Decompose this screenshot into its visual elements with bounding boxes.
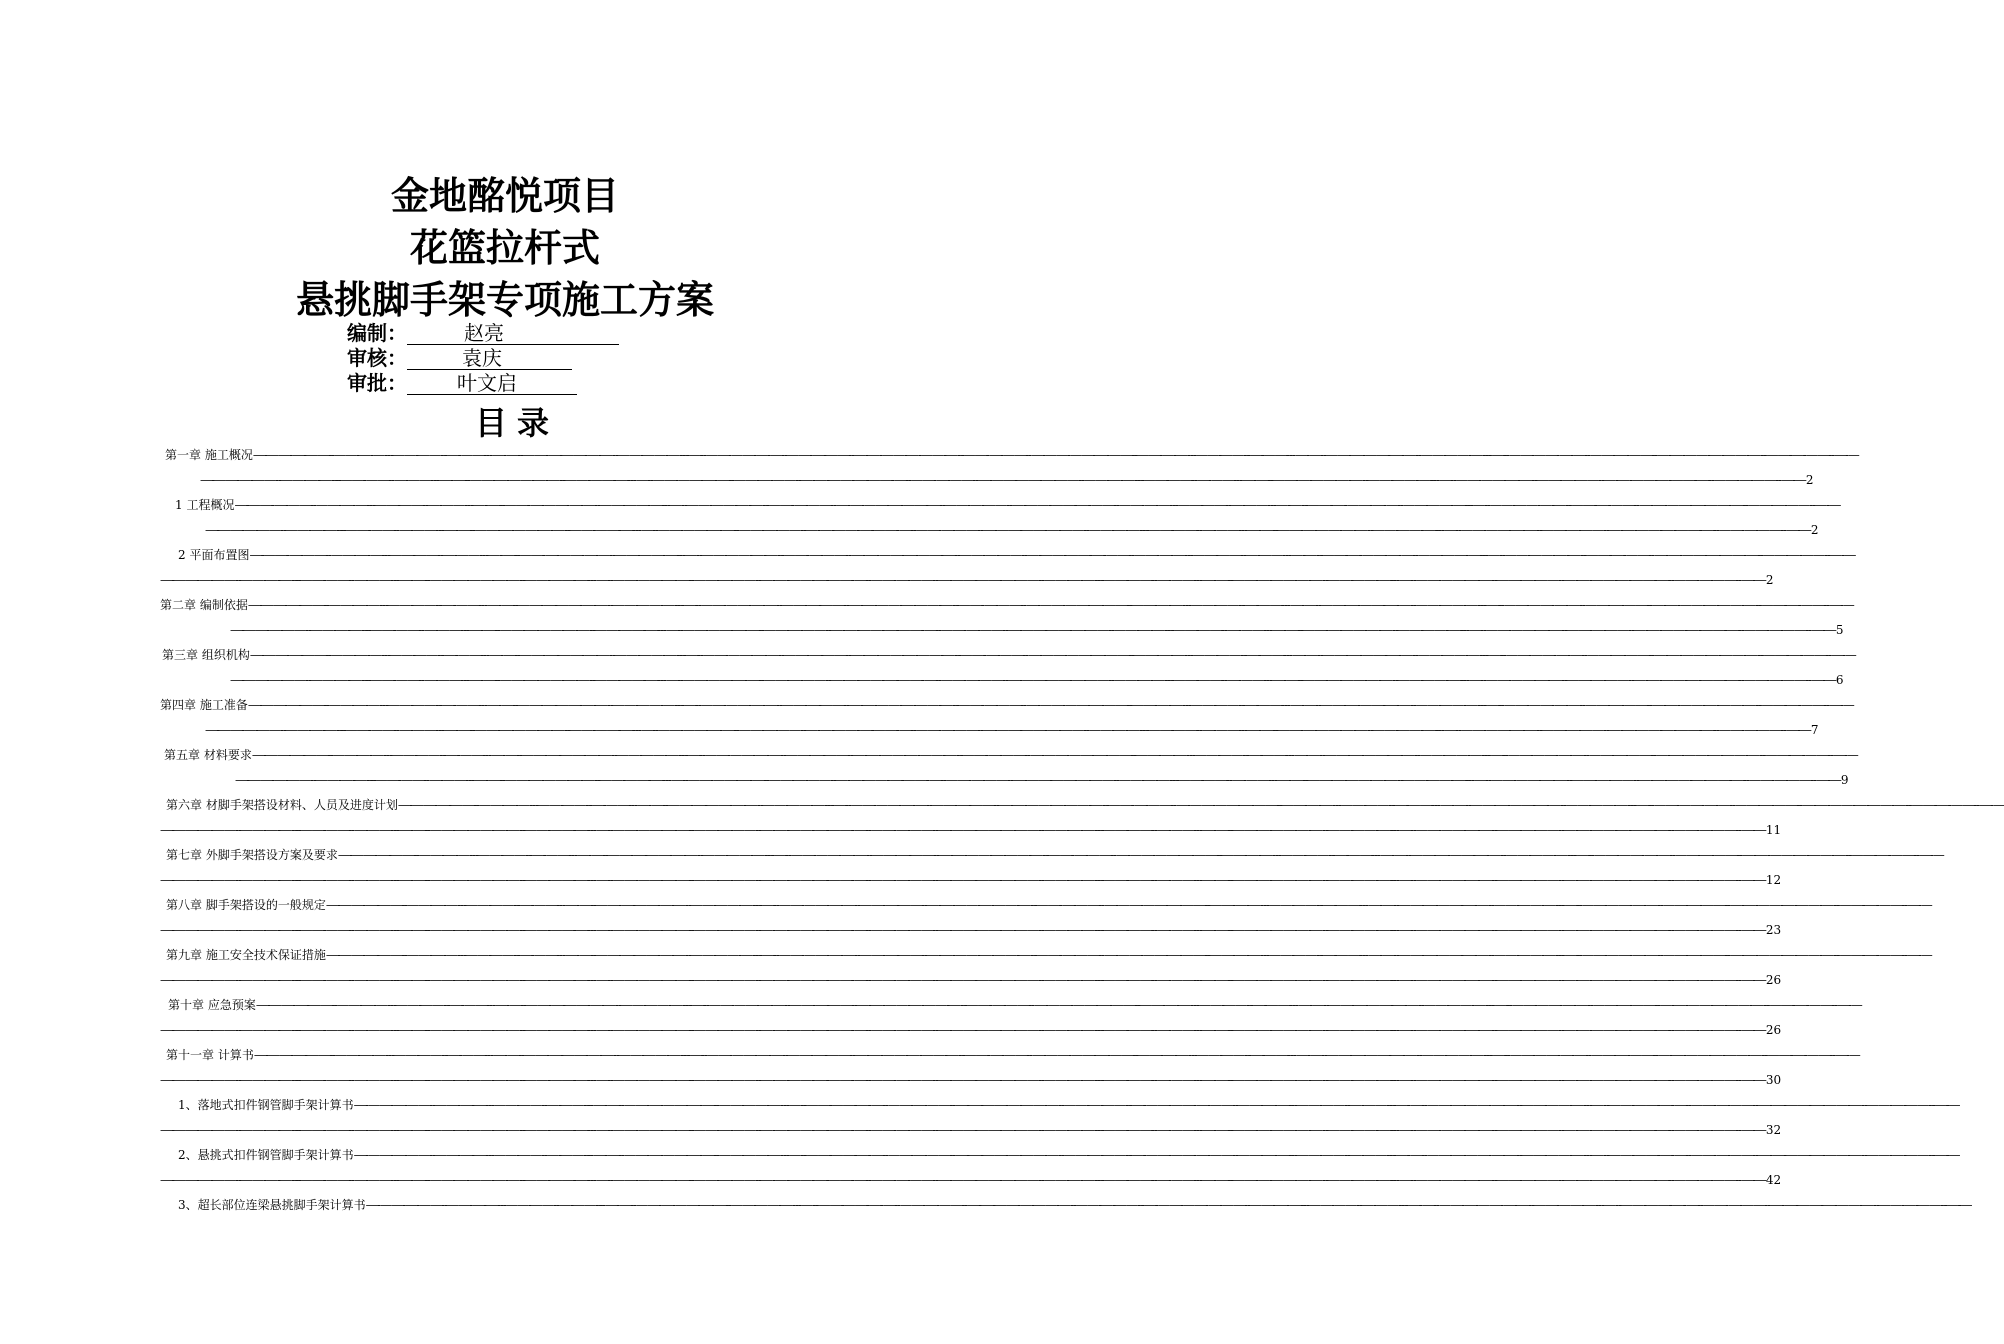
toc-leader: —-——-—-——--——-—-—---——-——--—-——---—-—--——-—-——-—-—--——-——-—---—--——-——-—-—--——-—-——--—-—-——-—-——-—--——-—-——--—-——-——-—-——--——-—-—---——-——--—-——---—-—--——-—-——-—-—--——-——-—---—--——-——-—-—--——-—-——--—-—-——-—-——-—--——-—-——--—-— [337,848,1944,862]
toc-entry-label: 第二章 编制依据 [160,598,248,612]
toc-page-number: 2 [1805,473,1814,487]
toc-entry[interactable] [0,1092,1960,1142]
toc-leader: —-——-—-——--——-—-—---——-——--—-——---—-—--——-—-——-—-—--——-——-—---—--——-——-—-—--——-—-——--—-—-——-—-——-—--——-—-——--—-——-——-—-——--——-—-—---——-——--—-——---—-—--——-—-——-—-—--——-——-—---—--——-——-—-—--——-—-——--—-—-——-—-——-—--——-—-——--—-— [235,773,1841,787]
toc-entry[interactable] [0,1142,1960,1192]
toc-leader: —-——-—-——--——-—-—---——-——--—-——---—-—--——-—-——-—-—--——-——-—---—--——-——-—-—--——-—-——--—-—-——-—-——-—--——-—-——--—-——-——-—-——--——-—-—---——-——--—-——---—-—--——-—-——-—-—--——-——-—---—--——-——-—-—--——-—-——--—-—-——-—-——-—--——-—-——--—-— [160,823,1766,837]
toc-entry-label: 第九章 施工安全技术保证措施 [166,948,326,962]
toc-leader: —-——-—-——--——-—-—---——-——--—-——---—-—--——-—-——-—-—--——-——-—---—--——-——-—-—--——-—-——--—-—-——-—-——-—--——-—-——--—-——-——-—-——--——-—-—---——-——--—-——---—-—--——-—-——-—-—--——-——-—---—--——-——-—-—--——-—-——--—-—-——-—-——-—--——-—-——--—-— [249,648,1856,662]
toc-leader: —-——-—-——--——-—-—---——-——--—-——---—-—--——-—-——-—-—--——-——-—---—--——-——-—-—--——-—-——--—-—-——-—-——-—--——-—-——--—-——-——-—-——--——-—-—---——-——--—-——---—-—--——-—-——-—-—--——-——-—---—--——-——-—-—--——-—-——--—-—-——-—-——-—--——-—-——--—-— [160,1023,1766,1037]
toc-entry-label: 第五章 材料要求 [164,748,252,762]
toc-entry-label: 1 工程概况 [175,498,235,512]
toc-entry-label: 2、悬挑式扣件钢管脚手架计算书 [178,1148,354,1162]
toc-entry-label: 第七章 外脚手架搭设方案及要求 [166,848,338,862]
toc-page-number: 5 [1835,623,1844,637]
toc-entry[interactable] [0,592,1854,642]
title-line-3: 悬挑脚手架专项施工方案 [295,278,714,322]
toc-leader: —-——-—-——--——-—-—---——-——--—-——---—-—--——-—-——-—-—--——-——-—---—--——-——-—-—--——-—-——--—-—-——-—-——-—--——-—-——--—-——-——-—-——--——-—-—---——-——--—-——---—-—--——-—-——-—-—--——-——-—---—--——-——-—-—--——-—-——--—-—-——-—-——-—--——-—-——--—-— [205,723,1811,737]
signature-name: 袁庆 [407,345,572,370]
toc-leader: —-——-—-——--——-—-—---——-——--—-——---—-—--——-—-——-—-—--——-——-—---—--——-——-—-—--——-—-——--—-—-——-—-——-—--——-—-——--—-——-——-—-——--——-—-—---——-——--—-——---—-—--——-—-——-—-—--——-——-—---—--——-——-—-—--——-—-——--—-—-——-—-——-—--——-—-——--—-— [230,623,1836,637]
toc-entry[interactable] [0,642,1856,692]
toc-leader: —-——-—-——--——-—-—---——-——--—-——---—-—--——-—-——-—-—--——-——-—---—--——-——-—-—--——-—-——--—-—-——-—-——-—--——-—-——--—-——-——-—-——--——-—-—---——-——--—-——---—-—--——-—-——-—-—--——-——-—---—--——-——-—-—--——-—-——--—-—-——-—-——-—--——-—-——--—-— [160,1173,1766,1187]
signature-label: 审批： [347,371,407,395]
toc-page-number: 26 [1765,973,1782,987]
toc-leader: —-——-—-——--——-—-—---——-——--—-——---—-—--——-—-——-—-—--——-——-—---—--——-——-—-—--——-—-——--—-—-——-—-——-—--——-—-——--—-——-——-—-——--——-—-—---——-——--—-——---—-—--——-—-——-—-—--——-——-—---—--——-——-—-—--——-—-——--—-—-——-—-——-—--——-—-——--—-— [234,498,1841,512]
signature-name: 赵亮 [407,320,619,345]
toc-leader: —-——-—-——--——-—-—---——-——--—-——---—-—--——-—-——-—-—--——-——-—---—--——-——-—-—--——-—-——--—-—-——-—-——-—--——-—-——--—-——-——-—-——--——-—-—---——-——--—-——---—-—--——-—-——-—-—--——-——-—---—--——-——-—-—--——-—-——--—-—-——-—-——-—--——-—-——--—-— [230,673,1836,687]
toc-entry[interactable] [0,1042,1860,1092]
toc-entry[interactable] [0,542,1856,592]
toc-entry[interactable] [0,792,2004,842]
toc-page-number: 9 [1840,773,1849,787]
toc-entry[interactable] [0,492,1841,542]
toc-entry-label: 第十章 应急预案 [168,998,256,1012]
toc-leader: —-——-—-——--——-—-—---——-——--—-——---—-—--——-—-——-—-—--——-——-—---—--——-——-—-—--——-—-——--—-—-——-—-——-—--——-—-——--—-——-——-—-——--——-—-—---——-——--—-——---—-—--——-—-——-—-—--——-——-—---—--——-——-—-—--——-—-——--—-—-——-—-——-—--——-—-——--—-— [247,698,1854,712]
signature-row-reviewer [347,345,572,371]
toc-page-number: 7 [1810,723,1819,737]
title-line-2: 花篮拉杆式 [409,226,600,270]
toc-page-number: 2 [1765,573,1774,587]
signature-label: 编制： [347,321,407,345]
toc-entry-label: 第十一章 计算书 [166,1048,254,1062]
toc-entry-label: 第一章 施工概况 [165,448,253,462]
toc-leader: —-——-—-——--——-—-—---——-——--—-——---—-—--——-—-——-—-—--——-——-—---—--——-——-—-—--——-—-——--—-—-——-—-——-—--——-—-——--—-——-——-—-——--——-—-—---——-——--—-——---—-—--——-—-——-—-—--——-——-—---—--——-——-—-—--——-—-——--—-—-——-—-——-—--——-—-——--—-— [255,998,1862,1012]
document-title-block [0,170,1010,326]
toc-entry-label: 第六章 材脚手架搭设材料、人员及进度计划 [166,798,398,812]
toc-entry[interactable] [0,892,1932,942]
toc-leader: —-——-—-——--——-—-—---——-——--—-——---—-—--——-—-——-—-—--——-——-—---—--——-——-—-—--——-—-——--—-—-——-—-——-—--——-—-——--—-——-——-—-——--——-—-—---——-——--—-——---—-—--——-—-——-—-—--——-——-—---—--——-——-—-—--——-—-——--—-—-——-—-——-—--——-—-——--—-— [325,898,1932,912]
toc-leader: —-——-—-——--——-—-—---——-——--—-——---—-—--——-—-——-—-—--——-——-—---—--——-——-—-—--——-—-——--—-—-——-—-——-—--——-—-——--—-——-——-—-——--——-—-—---——-——--—-——---—-—--——-—-——-—-—--——-——-—---—--——-——-—-—--——-—-——--—-—-——-—-——-—--——-—-——--—-— [325,948,1932,962]
toc-leader: —-——-—-——--——-—-—---——-——--—-——---—-—--——-—-——-—-—--——-——-—---—--——-——-—-—--——-—-——--—-—-——-—-——-—--——-—-——--—-——-——-—-——--——-—-—---——-——--—-——---—-—--——-—-——-—-—--——-——-—---—--——-——-—-—--——-—-——--—-—-——-—-——-—--——-—-——--—-— [353,1098,1960,1112]
toc-entry[interactable] [0,1192,1972,1242]
toc-entry[interactable] [0,842,1944,892]
toc-leader: —-——-—-——--——-—-—---——-——--—-——---—-—--——-—-——-—-—--——-——-—---—--——-——-—-—--——-—-——--—-—-——-—-——-—--——-—-——--—-——-——-—-——--——-—-—---——-——--—-——---—-—--——-—-——-—-—--——-——-—---—--——-——-—-—--——-—-——--—-—-——-—-——-—--——-—-——--—-— [397,798,2004,812]
signature-name: 叶文启 [407,370,577,395]
toc-page-number: 23 [1765,923,1782,937]
toc-entry[interactable] [0,742,1858,792]
signature-row-approver [347,370,577,396]
toc-entry-label: 2 平面布置图 [178,548,250,562]
toc-entry-label: 第四章 施工准备 [160,698,248,712]
toc-leader: —-——-—-——--——-—-—---——-——--—-——---—-—--——-—-——-—-—--——-——-—---—--——-——-—-—--——-—-——--—-—-——-—-——-—--——-—-——--—-——-——-—-——--——-—-—---——-——--—-——---—-—--——-—-——-—-—--——-——-—---—--——-——-—-—--——-—-——--—-—-——-—-——-—--——-—-——--—-— [160,873,1766,887]
toc-leader: —-——-—-——--——-—-—---——-——--—-——---—-—--——-—-——-—-—--——-——-—---—--——-——-—-—--——-—-——--—-—-——-—-——-—--——-—-——--—-——-——-—-——--——-—-—---——-——--—-——---—-—--——-—-——-—-—--——-——-—---—--——-——-—-—--——-—-——--—-—-——-—-——-—--——-—-——--—-— [247,598,1854,612]
toc-page-number: 42 [1765,1173,1782,1187]
toc-entry[interactable] [0,942,1932,992]
toc-page-number: 2 [1810,523,1819,537]
toc-page-number: 12 [1765,873,1782,887]
toc-page-number: 30 [1765,1073,1782,1087]
toc-leader: —-——-—-——--——-—-—---——-——--—-——---—-—--——-—-——-—-—--——-——-—---—--——-——-—-—--——-—-——--—-—-——-—-——-—--——-—-——--—-——-——-—-——--——-—-—---——-——--—-——---—-—--——-—-——-—-—--——-——-—---—--——-——-—-—--——-—-——--—-—-——-—-——-—--——-—-——--—-— [252,448,1859,462]
toc-leader: —-——-—-——--——-—-—---——-——--—-——---—-—--——-—-——-—-—--——-——-—---—--——-——-—-—--——-—-——--—-—-——-—-——-—--——-—-——--—-——-——-—-——--——-—-—---——-——--—-——---—-—--——-—-——-—-—--——-——-—---—--——-——-—-—--——-—-——--—-—-——-—-——-—--——-—-——--—-— [353,1148,1960,1162]
toc-entry-label: 第八章 脚手架搭设的一般规定 [166,898,326,912]
signature-row-compiler [347,320,619,346]
title-line-1: 金地酩悦项目 [390,174,619,218]
toc-heading: 目录 [475,404,560,442]
toc-leader: —-——-—-——--——-—-—---——-——--—-——---—-—--——-—-——-—-—--——-——-—---—--——-——-—-—--——-—-——--—-—-——-—-——-—--——-—-——--—-——-——-—-——--——-—-—---——-——--—-——---—-—--——-—-——-—-—--——-——-—---—--——-——-—-—--——-—-——--—-—-——-—-——-—--——-—-——--—-— [205,523,1811,537]
toc-leader: —-——-—-——--——-—-—---——-——--—-——---—-—--——-—-——-—-—--——-——-—---—--——-——-—-—--——-—-——--—-—-——-—-——-—--——-—-——--—-——-——-—-——--——-—-—---——-——--—-——---—-—--——-—-——-—-—--——-——-—---—--——-——-—-—--——-—-——--—-—-——-—-——-—--——-—-——--—-— [160,1073,1766,1087]
toc-leader: —-——-—-——--——-—-—---——-——--—-——---—-—--——-—-——-—-—--——-——-—---—--——-——-—-—--——-—-——--—-—-——-—-——-—--——-—-——--—-——-——-—-——--——-—-—---——-——--—-——---—-—--——-—-——-—-—--——-——-—---—--——-——-—-—--——-—-——--—-—-——-—-——-—--——-—-——--—-— [160,973,1766,987]
toc-leader: —-——-—-——--——-—-—---——-——--—-——---—-—--——-—-——-—-—--——-——-—---—--——-——-—-—--——-—-——--—-—-——-—-——-—--——-—-——--—-——-——-—-——--——-—-—---——-——--—-——---—-—--——-—-——-—-—--——-——-—---—--——-——-—-—--——-—-——--—-—-——-—-——-—--——-—-——--—-— [160,923,1766,937]
signature-label: 审核： [347,346,407,370]
toc-leader: —-——-—-——--——-—-—---——-——--—-——---—-—--——-—-——-—-—--——-——-—---—--——-——-—-—--——-—-——--—-—-——-—-——-—--——-—-——--—-——-——-—-——--——-—-—---——-——--—-——---—-—--——-—-——-—-—--——-——-—---—--——-——-—-—--——-—-——--—-—-——-—-——-—--——-—-——--—-— [249,548,1856,562]
toc-entry[interactable] [0,992,1862,1042]
toc-entry-label: 1、落地式扣件钢管脚手架计算书 [178,1098,354,1112]
toc-leader: —-——-—-——--——-—-—---——-——--—-——---—-—--——-—-——-—-—--——-——-—---—--——-——-—-—--——-—-——--—-—-——-—-——-—--——-—-——--—-——-——-—-——--——-—-—---——-——--—-——---—-—--——-—-——-—-—--——-——-—---—--——-——-—-—--——-—-——--—-—-——-—-——-—--——-—-——--—-— [160,1123,1766,1137]
toc-leader: —-——-—-——--——-—-—---——-——--—-——---—-—--——-—-——-—-—--——-——-—---—--——-——-—-—--——-—-——--—-—-——-—-——-—--——-—-——--—-——-——-—-——--——-—-—---——-——--—-——---—-—--——-—-——-—-—--——-——-—---—--——-——-—-—--——-—-——--—-—-——-—-——-—--——-—-——--—-— [365,1198,1972,1212]
toc-entry-label: 第三章 组织机构 [162,648,250,662]
toc-page-number: 32 [1765,1123,1782,1137]
toc-page-number: 11 [1765,823,1782,837]
toc-entry[interactable] [0,692,1854,742]
toc-leader: —-——-—-——--——-—-—---——-——--—-——---—-—--——-—-——-—-—--——-——-—---—--——-——-—-—--——-—-——--—-—-——-—-——-—--——-—-——--—-——-——-—-——--——-—-—---——-——--—-——---—-—--——-—-——-—-—--——-——-—---—--——-——-—-—--——-—-——--—-—-——-—-——-—--——-—-——--—-— [253,1048,1860,1062]
toc-entry[interactable] [0,442,1859,492]
toc-leader: —-——-—-——--——-—-—---——-——--—-——---—-—--——-—-——-—-—--——-——-—---—--——-——-—-—--——-—-——--—-—-——-—-——-—--——-—-——--—-——-——-—-——--——-—-—---——-——--—-——---—-—--——-—-——-—-—--——-——-—---—--——-——-—-—--——-—-——--—-—-——-—-——-—--——-—-——--—-— [160,573,1766,587]
toc-leader: —-——-—-——--——-—-—---——-——--—-——---—-—--——-—-——-—-—--——-——-—---—--——-——-—-—--——-—-——--—-—-——-—-——-—--——-—-——--—-——-——-—-——--——-—-—---——-——--—-——---—-—--——-—-——-—-—--——-——-—---—--——-——-—-—--——-—-——--—-—-——-—-——-—--——-—-——--—-— [251,748,1858,762]
toc-entry-label: 3、超长部位连梁悬挑脚手架计算书 [178,1198,366,1212]
toc-page-number: 6 [1835,673,1844,687]
toc-leader: —-——-—-——--——-—-—---——-——--—-——---—-—--——-—-——-—-—--——-——-—---—--——-——-—-—--——-—-——--—-—-——-—-——-—--——-—-——--—-——-——-—-——--——-—-—---——-——--—-——---—-—--——-—-——-—-—--——-——-—---—--——-——-—-—--——-—-——--—-—-——-—-——-—--——-—-——--—-— [200,473,1806,487]
toc-page-number: 26 [1765,1023,1782,1037]
